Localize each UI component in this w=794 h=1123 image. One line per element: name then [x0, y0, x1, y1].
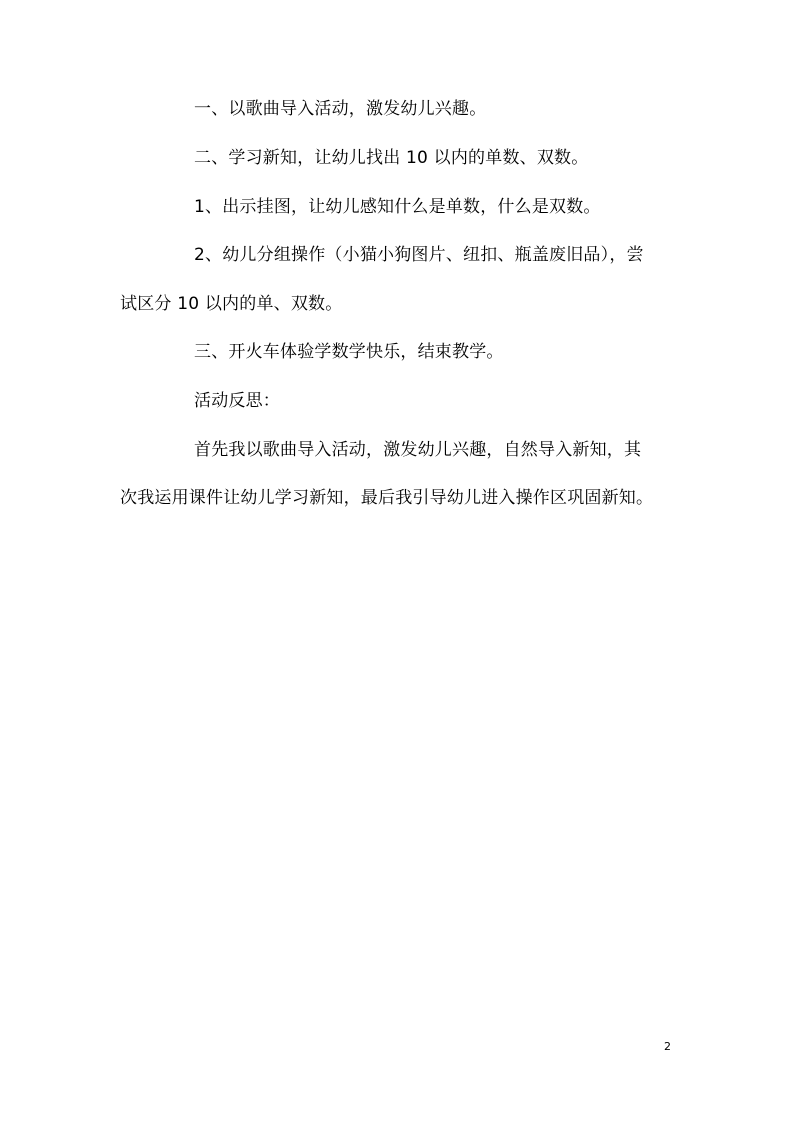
reflection-line-2: 次我运用课件让幼儿学习新知，最后我引导幼儿进入操作区巩固新知。: [120, 488, 654, 508]
paragraph-step-1: 1、出示挂图，让幼儿感知什么是单数，什么是双数。: [194, 197, 601, 217]
reflection-line-1: 首先我以歌曲导入活动，激发幼儿兴趣，自然导入新知，其: [194, 440, 642, 460]
paragraph-step-2-line-1: 2、幼儿分组操作（小猫小狗图片、纽扣、瓶盖废旧品），尝: [194, 245, 644, 265]
page-number: 2: [664, 1040, 671, 1053]
reflection-heading: 活动反思：: [194, 391, 280, 411]
paragraph-section-1: 一、以歌曲导入活动，激发幼儿兴趣。: [194, 99, 487, 119]
paragraph-step-2-line-2: 试区分 10 以内的单、双数。: [120, 294, 343, 314]
paragraph-section-3: 三、开火车体验学数学快乐，结束教学。: [194, 342, 504, 362]
paragraph-section-2: 二、学习新知，让幼儿找出 10 以内的单数、双数。: [194, 148, 589, 168]
